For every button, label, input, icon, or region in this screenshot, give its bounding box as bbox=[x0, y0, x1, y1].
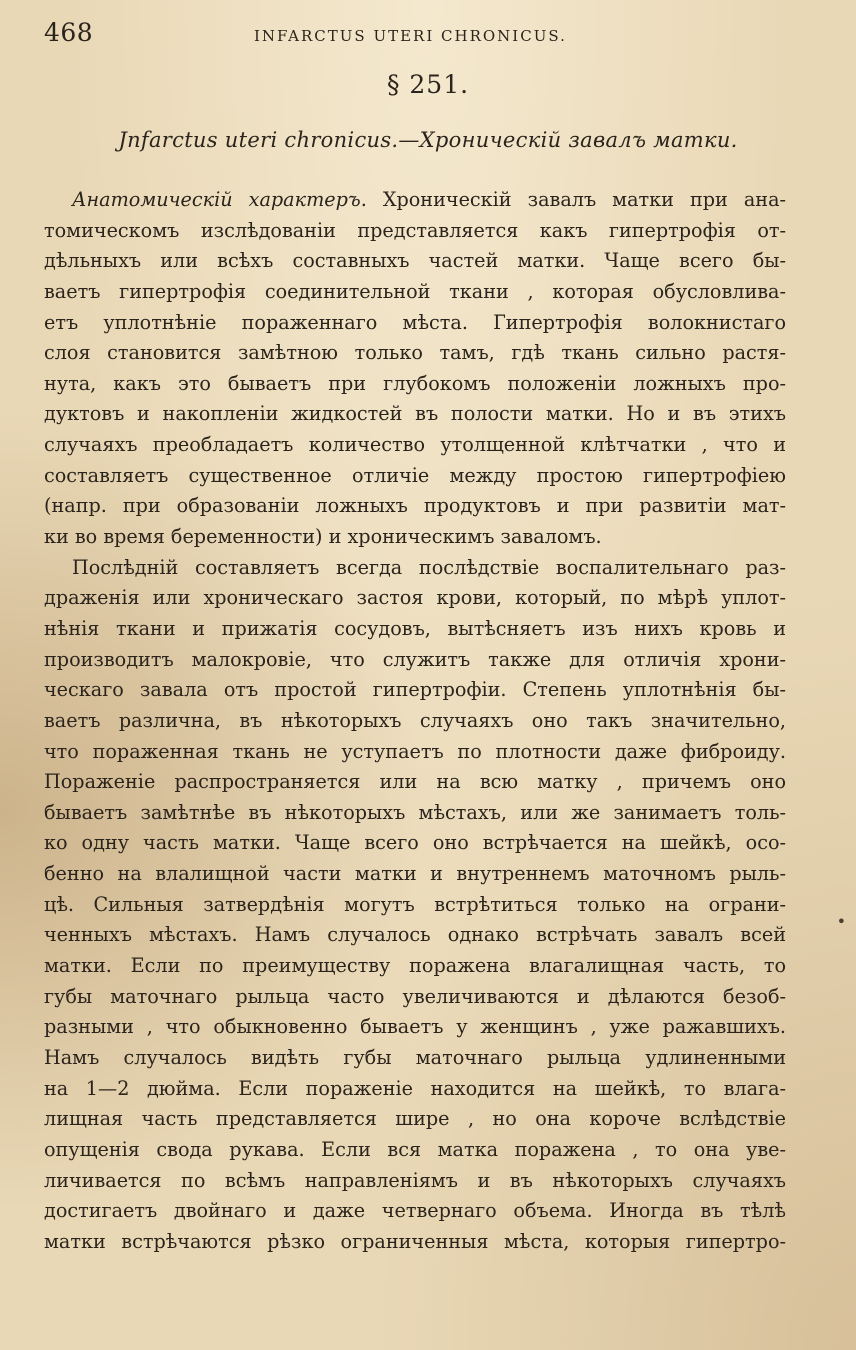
text-line: лищная часть представляется шире , но она короче вслѣдствіе bbox=[44, 1107, 786, 1131]
page-number: 468 bbox=[44, 18, 94, 47]
text-line: ченныхъ мѣстахъ. Намъ случалось однако встрѣчать завалъ всей bbox=[44, 923, 786, 947]
text-line: ваетъ гипертрофія соединительной ткани , которая обусловлива- bbox=[44, 279, 786, 303]
text-line: Пораженіе распространяется или на всю матку , причемъ оно bbox=[44, 770, 786, 794]
text-line: драженія или хроническаго застоя крови, который, по мѣрѣ уплот- bbox=[44, 586, 786, 610]
text-line: что пораженная ткань не уступаетъ по плотности даже фиброиду. bbox=[44, 739, 786, 763]
text-line: Послѣдній составляетъ всегда послѣдствіе воспалительнаго раз- bbox=[72, 555, 786, 579]
text-line: разными , что обыкновенно бываетъ у женщинъ , уже ражавшихъ. bbox=[44, 1015, 786, 1039]
running-head: INFARCTUS UTERI CHRONICUS. bbox=[254, 27, 567, 45]
text-line: дуктовъ и накопленіи жидкостей въ полости матки. Но и въ этихъ bbox=[44, 402, 786, 426]
text-line: слоя становится замѣтною только тамъ, гдѣ ткань сильно растя- bbox=[44, 341, 786, 365]
text-line: Намъ случалось видѣть губы маточнаго рыльца удлиненными bbox=[44, 1045, 786, 1069]
body-text bbox=[44, 185, 786, 1257]
text-line: (напр. при образованіи ложныхъ продуктовъ и при развитіи мат- bbox=[44, 494, 786, 518]
text-line: цѣ. Сильныя затвердѣнія могутъ встрѣтиться только на ограни- bbox=[44, 892, 786, 916]
text-line: ческаго завала отъ простой гипертрофіи. Степень уплотнѣнія бы- bbox=[44, 678, 786, 702]
text-line: ко одну часть матки. Чаще всего оно встрѣчается на шейкѣ, осо- bbox=[44, 831, 786, 855]
text-line: личивается по всѣмъ направленіямъ и въ нѣкоторыхъ случаяхъ bbox=[44, 1168, 786, 1192]
section-title: Jnfarctus uteri chronicus.—Хроническій завалъ матки. bbox=[118, 128, 738, 152]
text-line: ки во время беременности) и хроническимъ заваломъ. bbox=[44, 525, 602, 549]
text-line: ваетъ различна, въ нѣкоторыхъ случаяхъ оно такъ значительно, bbox=[44, 708, 786, 732]
text-line: бываетъ замѣтнѣе въ нѣкоторыхъ мѣстахъ, или же занимаетъ толь- bbox=[44, 800, 786, 824]
text-line: етъ уплотнѣніе пораженнаго мѣста. Гипертрофія волокнистаго bbox=[44, 310, 786, 334]
text-line: составляетъ существенное отличіе между простою гипертрофіею bbox=[44, 463, 786, 487]
paragraph-lead: Анатомическій характеръ. bbox=[72, 188, 367, 211]
text-line: достигаетъ двойнаго и даже четвернаго объема. Иногда въ тѣлѣ bbox=[44, 1199, 786, 1223]
text-line: бенно на влалищной части матки и внутреннемъ маточномъ рыль- bbox=[44, 862, 786, 886]
text-line: нута, какъ это бываетъ при глубокомъ положеніи ложныхъ про- bbox=[44, 371, 786, 395]
text-line: опущенія свода рукава. Если вся матка поражена , то она уве- bbox=[44, 1137, 786, 1161]
text-line: губы маточнаго рыльца часто увеличиваются и дѣлаются безоб- bbox=[44, 984, 786, 1008]
text-line: матки. Если по преимуществу поражена влагалищная часть, то bbox=[44, 954, 786, 978]
text-line: нѣнія ткани и прижатія сосудовъ, вытѣсняетъ изъ нихъ кровь и bbox=[44, 616, 786, 640]
page-header bbox=[44, 18, 808, 52]
text-line: матки встрѣчаются рѣзко ограниченныя мѣста, которыя гипертро- bbox=[44, 1229, 786, 1253]
margin-mark: • bbox=[836, 912, 846, 931]
section-number: § 251. bbox=[386, 70, 470, 99]
text-line: на 1—2 дюйма. Если пораженіе находится на шейкѣ, то влага- bbox=[44, 1076, 786, 1100]
text-line: случаяхъ преобладаетъ количество утолщенной клѣтчатки , что и bbox=[44, 433, 786, 457]
text-line-content: Хроническій завалъ матки при ана- bbox=[366, 188, 786, 211]
text-line: томическомъ изслѣдованіи представляется какъ гипертрофія от- bbox=[44, 218, 786, 242]
text-line: дѣльныхъ или всѣхъ составныхъ частей матки. Чаще всего бы- bbox=[44, 249, 786, 273]
text-line bbox=[44, 185, 786, 216]
text-line: производитъ малокровіе, что служитъ также для отличія хрони- bbox=[44, 647, 786, 671]
